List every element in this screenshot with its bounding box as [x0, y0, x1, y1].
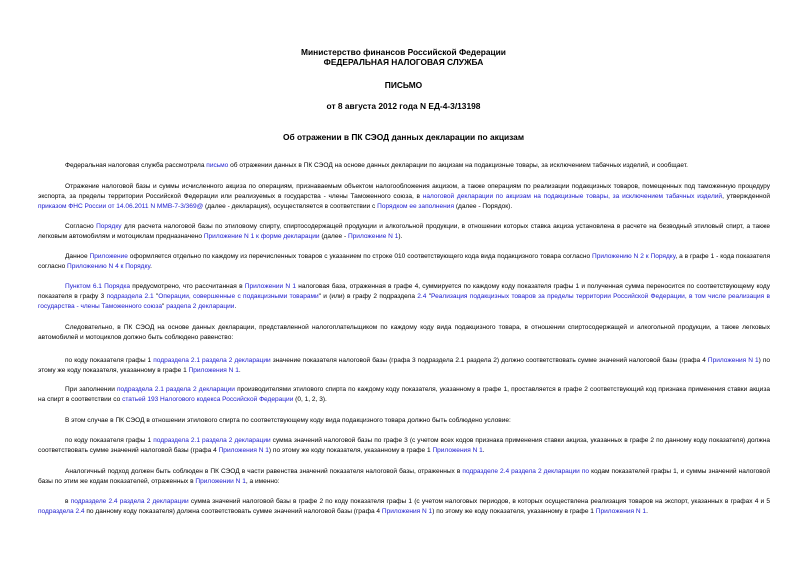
document-link[interactable]: подразделе 2.4 раздела 2 декларации по	[462, 468, 590, 475]
doc-date-number: от 8 августа 2012 года N ЕД-4-3/13198	[326, 101, 481, 111]
paragraph: Федеральная налоговая служба рассмотрела письмо об отражении данных в ПК СЭОД на основе данных декларации по акцизам на подакцизные товары, за исключением табачных изделий, и сообщает.	[65, 162, 688, 169]
document-link[interactable]: Приложения N 1	[595, 507, 647, 515]
header-block	[0, 47, 807, 67]
document-link[interactable]: подразделе 2.4 раздела 2 декларации	[70, 498, 189, 505]
document-link[interactable]: Приложения N 1	[381, 507, 433, 515]
paragraph: Следовательно, в ПК СЭОД на основе данных декларации, представленной налогоплательщиком по каждому коду вида подакцизного товара, в отношении спиртосодержащей и алкогольной продукции, а также легковых автомобилей и мотоциклов должно быть соблюдено равенство:	[38, 324, 770, 341]
paragraph: по коду показателя графы 1 подраздела 2.1 раздела 2 декларации сумма значений налоговой базы по графе 3 (с учетом всех кодов признака применения ставки акциза, указанных в графе 2 по данному коду показателя) должна соответствовать сумме значений налоговой базы (графа 4 Приложения N 1) по этому же коду показателя, указанному в графе 1 Приложения N 1.	[38, 437, 770, 454]
document-link[interactable]: Приложения N 1	[218, 446, 269, 454]
document-link[interactable]: письмо	[206, 162, 229, 169]
paragraph: Данное Приложение оформляется отдельно по каждому из перечисленных товаров с указанием по строке 010 соответствующего кода вида подакцизного товара согласно Приложению N 2 к Порядку, а в графе 1 - кода показателя согласно Приложению N 4 к Порядку.	[38, 253, 770, 270]
paragraph: по коду показателя графы 1 подраздела 2.1 раздела 2 декларации значение показателя налоговой базы (графа 3 подраздела 2.1 раздела 2) должно соответствовать сумме значений налоговой базы (графа 4 Приложения N 1) по этому же коду показателя, указанному в графе 1 Приложения N 1.	[38, 357, 770, 374]
paragraph: В этом случае в ПК СЭОД в отношении этилового спирта по соответствующему коду вида подакцизного товара должно быть соблюдено условие:	[65, 417, 511, 424]
document-link[interactable]: раздела 2 декларации	[166, 302, 235, 310]
document-link[interactable]: Приложении N 1	[244, 283, 297, 290]
document-link[interactable]: приказом ФНС России от 14.06.2011 N ММВ-7-3/369@	[38, 202, 204, 210]
service-name: ФЕДЕРАЛЬНАЯ НАЛОГОВАЯ СЛУЖБА	[323, 57, 484, 67]
document-link[interactable]: подраздела 2.1	[106, 292, 154, 300]
document-link[interactable]: подраздела 2.1 раздела 2 декларации	[153, 357, 271, 364]
document-link[interactable]: Приложения N 1	[188, 366, 239, 374]
document-link[interactable]: Приложению N 4 к Порядку	[67, 262, 151, 270]
document-link[interactable]: Операции, совершенные с подакцизными товарами	[158, 292, 319, 300]
document-link[interactable]: Приложения N 1	[432, 446, 483, 454]
document-title: Об отражении в ПК СЭОД данных декларации по акцизам	[282, 132, 525, 142]
paragraph: в подразделе 2.4 раздела 2 декларации сумма значений налоговой базы в графе 2 по коду показателя графы 1 (с учетом налоговых периодов, в которых осуществлена реализация товаров на экспорт, указанных в графах 4 и 5 подраздела 2.4 по данному коду показателя) должна соответствовать сумме значений налоговой базы (графа 4 Приложения N 1) по этому же коду показателя, указанному в графе 1 Приложения N 1.	[38, 498, 770, 515]
document-link[interactable]: Приложение N 1	[347, 232, 399, 240]
paragraph: При заполнении подраздела 2.1 раздела 2 декларации производителями этилового спирта по каждому коду показателя, указанному в графе 1, проставляется в графе 2 соответствующий код признака применения ставки акциза на спирт в соответствии со статьей 193 Налогового кодекса Российской Федерации (0, 1, 2, 3).	[38, 386, 770, 403]
paragraph: Отражение налоговой базы и суммы исчисленного акциза по операциям, признаваемым объектом налогообложения акцизом, а также операциям по реализации подакцизных товаров, помещенных под таможенную процедуру экспорта, за пределы территории Российской Федерации или реализуемых в государства - члены Таможенного союза, в налоговой декларации по акцизам на подакцизные товары, за исключением табачных изделий, утвержденной приказом ФНС России от 14.06.2011 N ММВ-7-3/369@ (далее - декларация), осуществляется в соответствии с Порядком ее заполнения (далее - Порядок).	[38, 183, 770, 210]
document-link[interactable]: Приложению N 2 к Порядку	[592, 253, 676, 260]
paragraph: Аналогичный подход должен быть соблюден в ПК СЭОД в части равенства значений показателя налоговой базы, отраженных в подразделе 2.4 раздела 2 декларации по кодам показателей графы 1, и суммы значений налоговой базы по этим же кодам показателей, отраженных в Приложении N 1, а именно:	[38, 468, 770, 485]
document-link[interactable]: Приложение	[89, 253, 128, 260]
document-link[interactable]: Приложении N 1	[195, 477, 246, 485]
document-link[interactable]: Приложение N 1 к форме декларации	[203, 232, 320, 240]
document-link[interactable]: подраздела 2.1 раздела 2 декларации	[117, 386, 235, 393]
document-link[interactable]: подраздела 2.4	[38, 507, 85, 515]
doc-type: ПИСЬМО	[384, 80, 423, 90]
document-link[interactable]: Пунктом 6.1 Порядка	[65, 283, 131, 290]
paragraph: Пунктом 6.1 Порядка предусмотрено, что рассчитанная в Приложении N 1 налоговая база, отраженная в графе 4, суммируется по каждому коду показателя графы 1 и полученная сумма переносится по соответствующему коду показателя в графу 3 подраздела 2.1 "Операции, совершенные с подакцизными товарами" и (или) в графу 2 подраздела 2.4 "Реализация подакцизных товаров за пределы территории Российской Федерации, в том числе реализация в государства - члены Таможенного союза" раздела 2 декларации.	[38, 283, 770, 310]
paragraph: Согласно Порядку для расчета налоговой базы по этиловому спирту, спиртосодержащей продукции и алкогольной продукции, в отношении которых ставка акциза установлена в расчете на безводный этиловый спирт, а также легковым автомобилям и мотоциклам предназначено Приложение N 1 к форме декларации (далее - Приложение N 1).	[38, 223, 770, 240]
document-link[interactable]: налоговой декларации по акцизам на подакцизные товары, за исключением табачных изделий	[422, 192, 723, 200]
document-link[interactable]: Реализация подакцизных товаров за пределы территории Российской Федерации, в том числе реализация в государства - члены Таможенного союза	[38, 292, 770, 310]
document-link[interactable]: подраздела 2.1 раздела 2 декларации	[153, 437, 271, 444]
document-link[interactable]: Порядку	[96, 223, 122, 230]
document-link[interactable]: 2.4	[417, 292, 427, 300]
document-link[interactable]: Порядком ее заполнения	[377, 202, 454, 210]
document-link[interactable]: Приложения N 1	[707, 357, 759, 364]
ministry-name: Министерство финансов Российской Федерации	[301, 47, 506, 57]
document-link[interactable]: статьей 193 Налогового кодекса Российской Федерации	[122, 395, 294, 403]
